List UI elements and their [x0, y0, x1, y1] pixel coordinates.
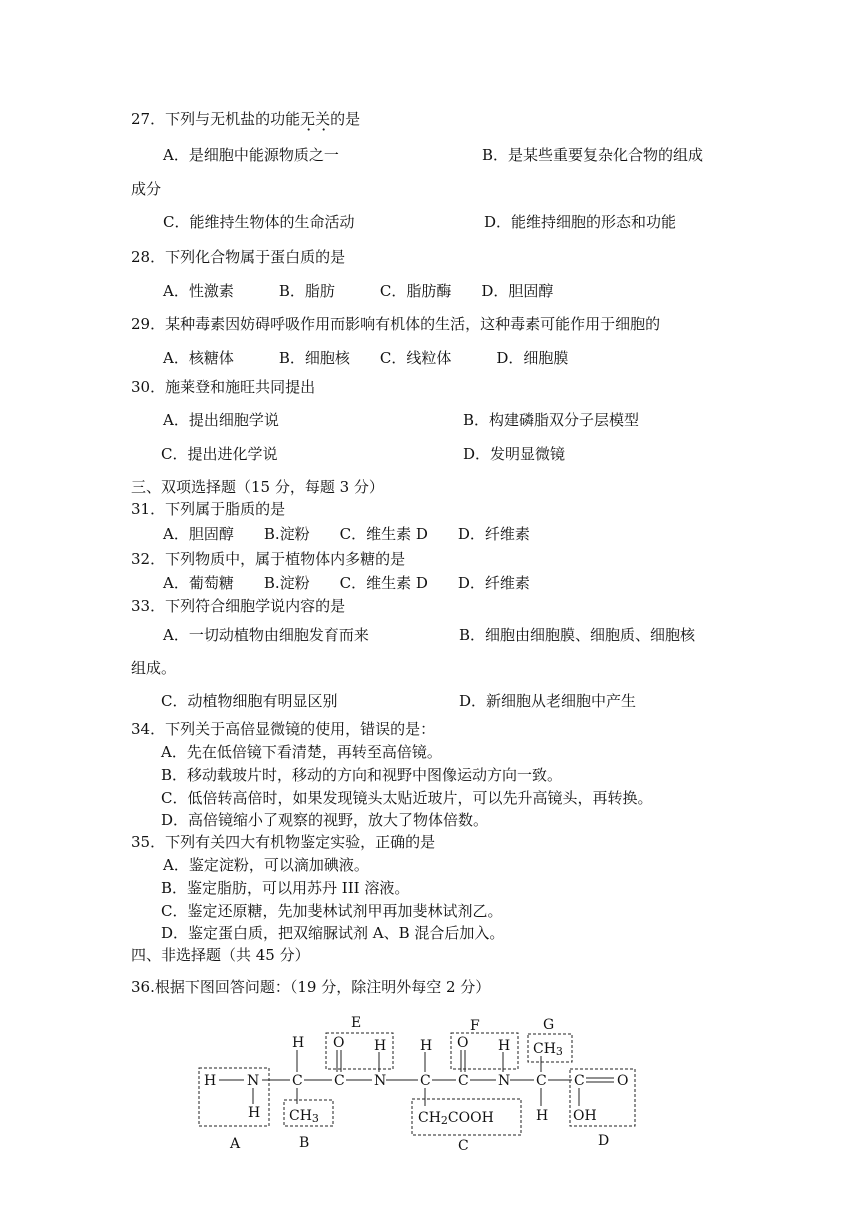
q30-option-b: B．构建磷脂双分子层模型	[463, 411, 640, 429]
q29-options: A．核糖体 B．细胞核 C．线粒体 D．细胞膜	[163, 349, 569, 367]
q35-option-b: B．鉴定脂肪，可以用苏丹 III 溶液。	[161, 879, 410, 897]
atom-n2-h: H	[374, 1038, 387, 1054]
atom-n3-h: H	[498, 1038, 511, 1054]
atom-c2-o: O	[457, 1035, 469, 1051]
atom-ca3-h: H	[536, 1108, 549, 1124]
q31-stem: 31．下列属于脂质的是	[131, 500, 286, 518]
q33-option-d: D．新细胞从老细胞中产生	[459, 692, 637, 710]
section-3-heading: 三、双项选择题（15 分，每题 3 分）	[131, 478, 384, 496]
q27-option-b-continued: 成分	[131, 180, 162, 198]
label-f: F	[470, 1018, 480, 1034]
atom-c3-o: O	[617, 1073, 629, 1089]
q35-option-c: C．鉴定还原糖，先加斐林试剂甲再加斐林试剂乙。	[161, 902, 503, 920]
q29-stem: 29．某种毒素因妨碍呼吸作用而影响有机体的生活，这种毒素可能作用于细胞的	[131, 315, 661, 333]
atom-c1-o: O	[333, 1035, 345, 1051]
atom-h-left: H	[204, 1073, 217, 1089]
atom-n1: N	[247, 1073, 260, 1089]
label-g: G	[543, 1017, 555, 1033]
box-f	[451, 1033, 518, 1069]
q27-option-b: B．是某些重要复杂化合物的组成	[482, 146, 704, 164]
label-d: D	[598, 1133, 610, 1149]
label-b: B	[299, 1135, 310, 1151]
q31-options: A．胆固醇 B.淀粉 C．维生素 D D．纤维素	[163, 525, 530, 543]
q35-option-d: D．鉴定蛋白质，把双缩脲试剂 A、B 混合后加入。	[161, 924, 505, 942]
q34-option-a: A．先在低倍镜下看清楚，再转至高倍镜。	[161, 743, 442, 761]
label-e: E	[351, 1015, 362, 1031]
q32-stem: 32．下列物质中，属于植物体内多糖的是	[131, 550, 406, 568]
q35-option-a: A．鉴定淀粉，可以滴加碘液。	[163, 856, 369, 874]
atom-ca1-ch3: CH3	[289, 1108, 319, 1125]
q32-options: A．葡萄糖 B.淀粉 C．维生素 D D．纤维素	[163, 574, 530, 592]
q34-option-d: D．高倍镜缩小了观察的视野，放大了物体倍数。	[161, 811, 489, 829]
q33-option-c: C．动植物细胞有明显区别	[161, 692, 338, 710]
atom-c2: C	[458, 1073, 469, 1089]
atom-ca2: C	[420, 1073, 431, 1089]
q33-option-a: A．一切动植物由细胞发育而来	[163, 626, 369, 644]
q27-option-c: C．能维持生物体的生命活动	[163, 213, 355, 231]
q28-options: A．性激素 B．脂肪 C．脂肪酶 D．胆固醇	[163, 282, 554, 300]
q30-option-c: C．提出进化学说	[161, 445, 278, 463]
q33-option-b-continued: 组成。	[131, 659, 177, 677]
atom-ca2-h: H	[420, 1038, 433, 1054]
atom-c3: C	[574, 1073, 585, 1089]
atom-ca3-ch3: CH3	[533, 1041, 563, 1058]
q30-option-d: D．发明显微镜	[463, 445, 566, 463]
box-c	[412, 1099, 521, 1135]
atom-ca1-h: H	[292, 1035, 305, 1051]
q27-option-a: A．是细胞中能源物质之一	[163, 146, 339, 164]
atom-n3: N	[498, 1073, 511, 1089]
q34-stem: 34．下列关于高倍显微镜的使用，错误的是：	[131, 720, 436, 738]
atom-ca1: C	[292, 1073, 303, 1089]
q27-stem: 27．下列与无机盐的功能无关的是	[131, 110, 361, 128]
q34-option-c: C．低倍转高倍时，如果发现镜头太贴近玻片，可以先升高镜头，再转换。	[161, 789, 653, 807]
q30-stem: 30．施莱登和施旺共同提出	[131, 378, 316, 396]
atom-n2: N	[374, 1073, 387, 1089]
q27-option-d: D．能维持细胞的形态和功能	[484, 213, 677, 231]
q36-stem: 36.根据下图回答问题：（19 分，除注明外每空 2 分）	[131, 978, 491, 996]
q28-stem: 28．下列化合物属于蛋白质的是	[131, 248, 346, 266]
box-e	[326, 1033, 393, 1069]
atom-ca2-r: CH2COOH	[418, 1110, 494, 1127]
box-b	[284, 1100, 333, 1126]
atom-n1-h: H	[248, 1105, 261, 1121]
atom-ca3: C	[536, 1073, 547, 1089]
q30-option-a: A．提出细胞学说	[163, 411, 279, 429]
box-a	[199, 1068, 269, 1126]
label-a: A	[230, 1136, 241, 1152]
q35-stem: 35．下列有关四大有机物鉴定实验，正确的是	[131, 833, 436, 851]
box-g	[528, 1034, 572, 1062]
q34-option-b: B．移动载玻片时，移动的方向和视野中图像运动方向一致。	[161, 766, 563, 784]
label-c: C	[458, 1138, 469, 1154]
q33-option-b: B．细胞由细胞膜、细胞质、细胞核	[459, 626, 696, 644]
atom-c3-oh: OH	[573, 1108, 597, 1124]
box-d	[570, 1069, 635, 1126]
atom-c1: C	[334, 1073, 345, 1089]
q33-stem: 33．下列符合细胞学说内容的是	[131, 597, 346, 615]
section-4-heading: 四、非选择题（共 45 分）	[131, 946, 310, 964]
